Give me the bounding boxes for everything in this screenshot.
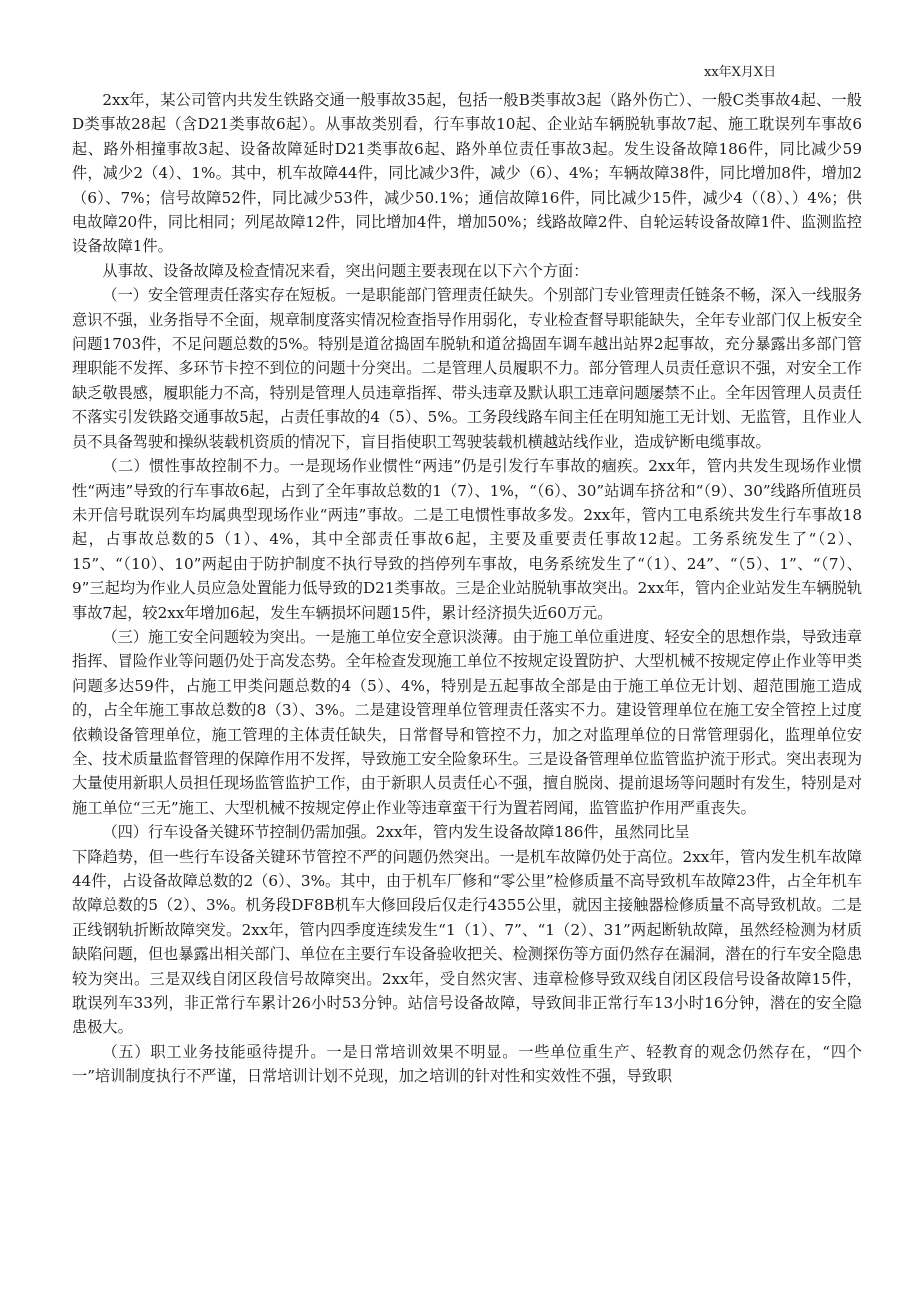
paragraph-section-1: （一）安全管理责任落实存在短板。一是职能部门管理责任缺失。个别部门专业管理责任链条不畅，深入一线服务意识不强，业务指导不全面，规章制度落实情况检查指导作用弱化，专业检查督导职能缺失，全年专业部门仅上板安全问题1703件，不足问题总数的5%。特别是道岔捣固车脱轨和道岔捣固车调车越出站界2起事故，充分暴露出多部门管理职能不发挥、多环节卡控不到位的问题十分突出。二是管理人员履职不力。部分管理人员责任意识不强，对安全工作缺乏敬畏感，履职能力不高，特别是管理人员违章指挥、带头违章及默认职工违章问题屡禁不止。全年因管理人员责任不落实引发铁路交通事故5起，占责任事故的4（5）、5%。工务段线路车间主任在明知施工无计划、无监管，且作业人员不具备驾驶和操纵装载机资质的情况下，盲目指使职工驾驶装载机横越站线作业，造成铲断电缆事故。 — [72, 286, 862, 451]
paragraph-section-4-heading-line: （四）行车设备关键环节控制仍需加强。2xx年，管内发生设备故障186件，虽然同比呈 — [102, 823, 690, 842]
document-body — [72, 88, 862, 1089]
paragraph-accident-overview: 2xx年，某公司管内共发生铁路交通一般事故35起，包括一般B类事故3起（路外伤亡）、一般C类事故4起、一般D类事故28起（含D21类事故6起）。从事故类别看，行车事故10起、企业站车辆脱轨事故7起、施工耽误列车事故6起、路外相撞事故3起、设备故障延时D21类事故6起、路外单位责任事故3起。发生设备故障186件，同比减少59件，减少2（4）、1%。其中，机车故障44件，同比减少3件，减少（6）、4%；车辆故障38件，同比增加8件，增加2（6）、7%；信号故障52件，同比减少53件，减少50.1%；通信故障16件，同比减少15件，减少4（（8）、）4%；供电故障20件，同比相同；列尾故障12件，同比增加4件，增加50%；线路故障2件、自轮运转设备故障1件、监测监控设备故障1件。 — [72, 91, 862, 256]
paragraph-section-5: （五）职工业务技能亟待提升。一是日常培训效果不明显。一些单位重生产、轻教育的观念仍然存在，“四个一”培训制度执行不严谨，日常培训计划不兑现，加之培训的针对性和实效性不强，导致职 — [72, 1042, 862, 1086]
paragraph-section-3: （三）施工安全问题较为突出。一是施工单位安全意识淡薄。由于施工单位重进度、轻安全的思想作祟，导致违章指挥、冒险作业等问题仍处于高发态势。全年检查发现施工单位不按规定设置防护、大型机械不按规定停止作业等甲类问题多达59件，占施工甲类问题总数的4（5）、4%，特别是五起事故全部是由于施工单位无计划、超范围施工造成的，占全年施工事故总数的8（3）、3%。二是建设管理单位管理责任落实不力。建设管理单位在施工安全管控上过度依赖设备管理单位，施工管理的主体责任缺失，日常督导和管控不力，加之对监理单位的日常管理弱化，监理单位安全、技术质量监督管理的保障作用不发挥，导致施工安全险象环生。三是设备管理单位监管监护流于形式。突出表现为大量使用新职人员担任现场监管监护工作，由于新职人员责任心不强，擅自脱岗、提前退场等问题时有发生，特别是对施工单位“三无”施工、大型机械不按规定停止作业等违章蛮干行为置若罔闻，监管监护作用严重丧失。 — [72, 627, 862, 817]
paragraph-section-2: （二）惯性事故控制不力。一是现场作业惯性“两违”仍是引发行车事故的痼疾。2xx年，管内共发生现场作业惯性“两违”导致的行车事故6起，占到了全年事故总数的1（7）、1%，“（6）、30”站调车挤岔和“（9）、30”线路所值班员未开信号耽误列车均属典型现场作业“两违”事故。二是工电惯性事故多发。2xx年，管内工电系统共发生行车事故18起，占事故总数的5（1）、4%，其中全部责任事故6起，主要及重要责任事故12起。工务系统发生了“（2）、15”、“（10）、10”两起由于防护制度不执行导致的挡停列车事故，电务系统发生了“（1）、24”、“（5）、1”、“（7）、9”三起均为作业人员应急处置能力低导致的D21类事故。三是企业站脱轨事故突出。2xx年，管内企业站发生车辆脱轨事故7起，较2xx年增加6起，发生车辆损坏问题15件，累计经济损失近60万元。 — [72, 457, 862, 622]
paragraph-section-4-body: 下降趋势，但一些行车设备关键环节管控不严的问题仍然突出。一是机车故障仍处于高位。2xx年，管内发生机车故障44件，占设备故障总数的2（6）、3%。其中，由于机车厂修和“零公里”检修质量不高导致机车故障23件，占全年机车故障总数的5（2）、3%。机务段DF8B机车大修回段后仅走行4355公里，就因主接触器检修质量不高导致机故。二是正线钢轨折断故障突发。2xx年，管内四季度连续发生“1（1）、7”、“1（2）、31”两起断轨故障，虽然经检测为材质缺陷问题，但也暴露出相关部门、单位在主要行车设备验收把关、检测探伤等方面仍然存在漏洞，潜在的行车安全隐患较为突出。三是双线自闭区段信号故障突出。2xx年，受自然灾害、违章检修导致双线自闭区段信号设备故障15件，耽误列车33列，非正常行车累计26小时53分钟。站信号设备故障，导致间非正常行车13小时16分钟，潜在的安全隐患极大。 — [72, 847, 862, 1037]
document-date: xx年X月X日 — [704, 65, 777, 80]
paragraph-problems-intro: 从事故、设备故障及检查情况来看，突出问题主要表现在以下六个方面： — [102, 261, 589, 280]
